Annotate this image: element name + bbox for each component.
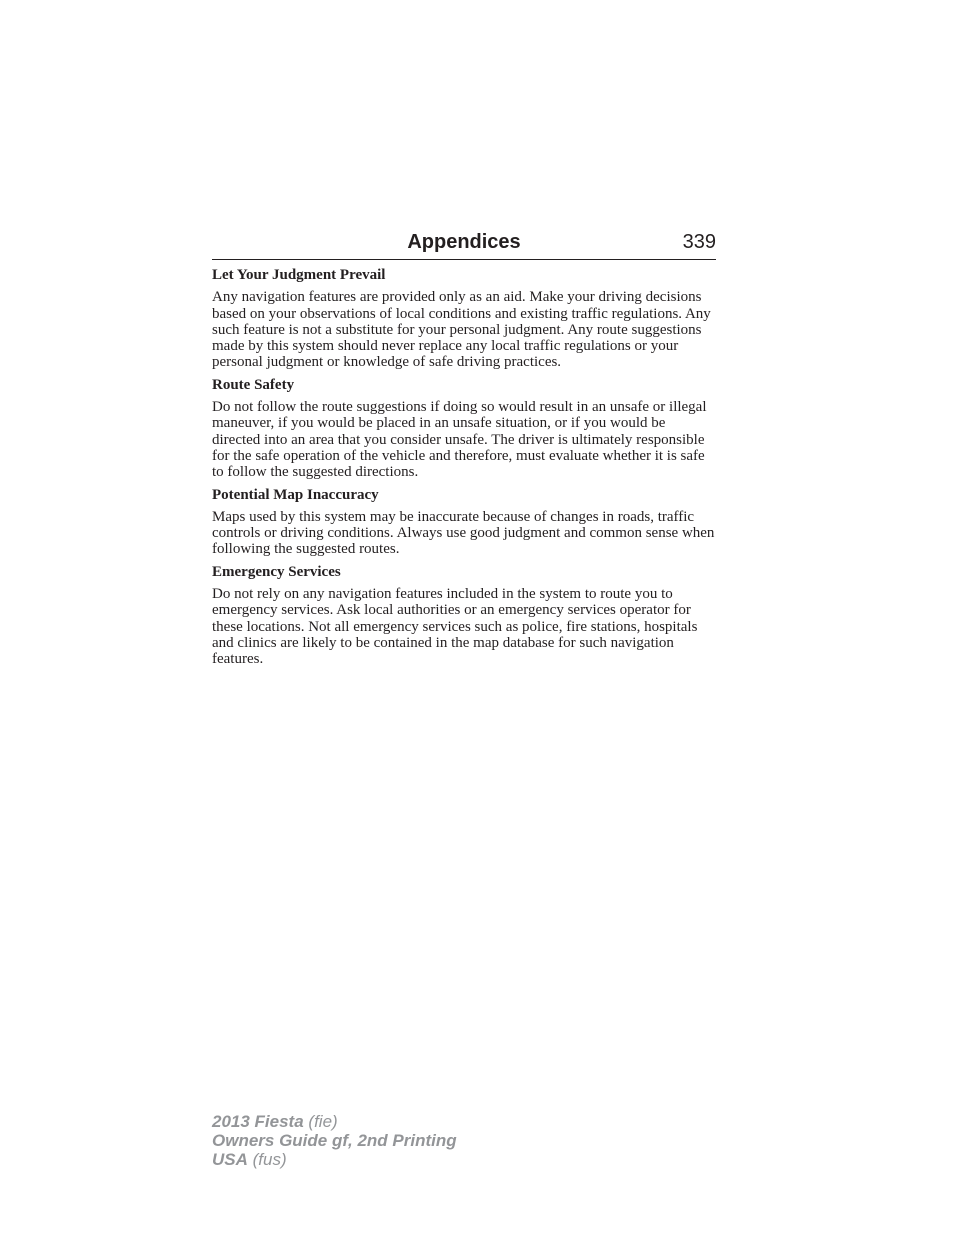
- page-number: 339: [682, 231, 716, 253]
- section-heading: Potential Map Inaccuracy: [212, 486, 379, 503]
- footer-line-market: [212, 1150, 457, 1169]
- section-map-inaccuracy: [212, 487, 716, 558]
- footer-market: USA: [212, 1150, 248, 1169]
- section-body: Do not follow the route suggestions if doing so would result in an unsafe or illegal maneuver, if you would be placed in an unsafe situation, or if you would be directed into an area that you consider unsafe. The driver is ultimately responsible for the safe operation of the vehicle and therefore, must evaluate whether it is safe to follow the suggested directions.: [212, 399, 707, 481]
- footer-guide: Owners Guide gf, 2nd Printing: [212, 1131, 457, 1150]
- section-body: Maps used by this system may be inaccurate because of changes in roads, traffic controls or driving conditions. Always use good judgment and common sense when following the suggested routes.: [212, 508, 715, 558]
- section-judgment: [212, 267, 716, 371]
- section-heading: Emergency Services: [212, 563, 341, 580]
- footer-model-code: (fie): [308, 1112, 338, 1131]
- section-heading: Let Your Judgment Prevail: [212, 267, 386, 283]
- page-title: Appendices: [407, 231, 521, 253]
- footer-line-model: [212, 1112, 457, 1131]
- main-content: [212, 267, 716, 674]
- footer-model: 2013 Fiesta: [212, 1112, 304, 1131]
- footer-market-code: (fus): [252, 1150, 287, 1169]
- section-emergency-services: [212, 564, 716, 668]
- page-footer: [212, 1112, 457, 1169]
- page-header: [212, 229, 716, 260]
- section-body: Any navigation features are provided only as an aid. Make your driving decisions based on your observations of local conditions and existing traffic regulations. Any such feature is not a substitute for your personal judgment. Any route suggestions made by this system should never replace any local traffic regulations or your personal judgment or knowledge of safe driving practices.: [212, 289, 711, 371]
- section-body: Do not rely on any navigation features included in the system to route you to emergency services. Ask local authorities or an emergency services operator for these locations. Not all emergency services such as police, fire stations, hospitals and clinics are likely to be contained in the map database for such navigation features.: [212, 586, 698, 668]
- section-route-safety: [212, 377, 716, 481]
- section-heading: Route Safety: [212, 376, 295, 393]
